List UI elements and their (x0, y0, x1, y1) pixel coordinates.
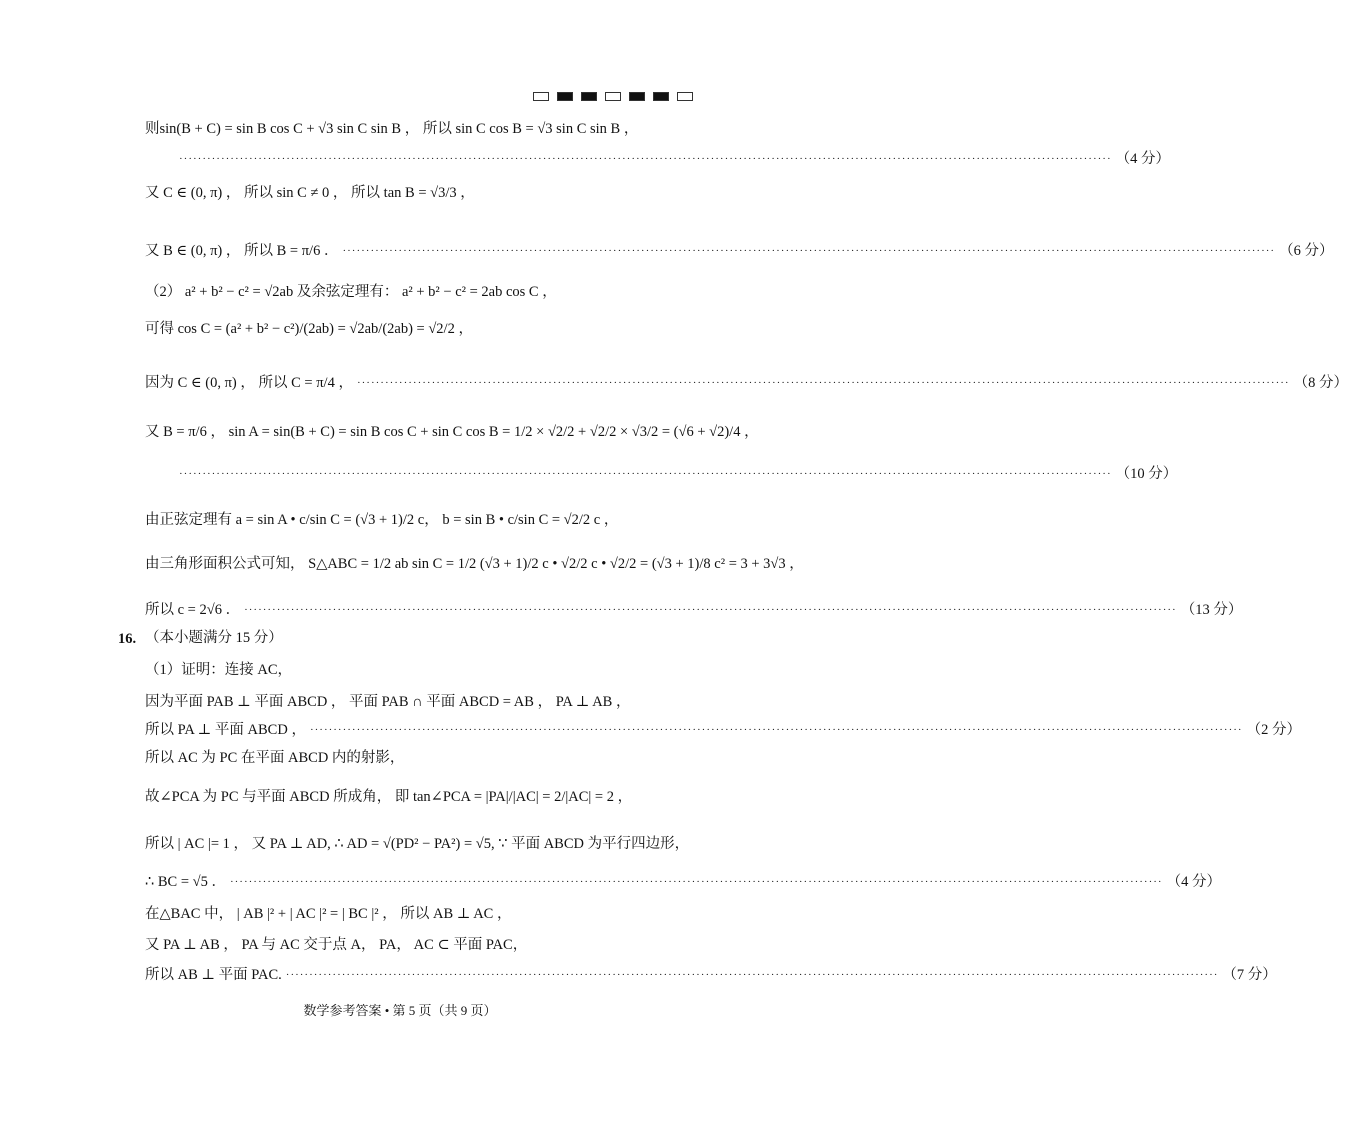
solution-text: ∴ BC = √5 ． (145, 874, 226, 890)
solution-line (145, 659, 690, 681)
leader-dots: ········································································································································································································ (229, 876, 1163, 888)
score-label: （4 分） (1115, 151, 1170, 167)
solution-text: （1）证明：连接 AC， (145, 662, 293, 678)
question-16-title: （本小题满分 15 分） (145, 630, 283, 646)
question-16-number: 16. (118, 631, 137, 647)
solution-text: 可得 cos C = (a² + b² − c²)/(2ab) = √2ab/(2ab) = √2/2 ， (145, 321, 473, 337)
leader-dots: ········································································································································································································ (179, 468, 1112, 480)
solution-text: （2） a² + b² − c² = √2ab 及余弦定理有： a² + b² − c² = 2ab cos C ， (145, 284, 557, 300)
solution-line (145, 903, 690, 925)
solution-line (145, 747, 690, 769)
score-label: （7 分） (1222, 967, 1277, 983)
solution-line (145, 421, 759, 443)
solution-line (145, 964, 1277, 986)
solution-line (145, 182, 690, 204)
leader-dots: ········································································································································································································ (179, 153, 1112, 165)
solution-line (145, 318, 690, 340)
solution-text: 由三角形面积公式可知， S△ABC = 1/2 ab sin C = 1/2 (√3 + 1)/2 c • √2/2 c • √2/2 = (√3 + 1)/8 c² = 3 + 3√3 ， (145, 556, 804, 572)
solution-line (145, 599, 1243, 621)
page-footer: 数学参考答案 • 第 5 页（共 9 页） (303, 1003, 497, 1018)
header-marks (533, 92, 693, 101)
solution-text: 所以 AB ⊥ 平面 PAC. (145, 967, 282, 983)
solution-text: 又 PA ⊥ AB ， PA 与 AC 交于点 A， PA， AC ⊂ 平面 PAC， (145, 937, 528, 953)
score-label: （8 分） (1293, 375, 1348, 391)
solution-text: 所以 c = 2√6 ． (145, 602, 241, 618)
score-label: （4 分） (1166, 874, 1221, 890)
solution-text: 在△BAC 中， | AB |² + | AC |² = | BC |² ， 所以 AB ⊥ AC ， (145, 906, 512, 922)
solution-line (145, 240, 1334, 262)
score-label: （2 分） (1246, 722, 1301, 738)
leader-dots: ········································································································································································································ (342, 245, 1276, 257)
score-label: （6 分） (1279, 243, 1334, 259)
solution-line (145, 509, 690, 531)
solution-text: 则sin(B + C) = sin B cos C + √3 sin C sin B ， 所以 sin C cos B = √3 sin C sin B ， (145, 121, 639, 137)
solution-line (145, 871, 1221, 893)
solution-line (145, 833, 690, 855)
leader-dots: ········································································································································································································ (244, 604, 1177, 616)
solution-text: 所以 | AC |= 1 ， 又 PA ⊥ AD, ∴ AD = √(PD² − PA²) = √5, ∵ 平面 ABCD 为平行四边形， (145, 836, 690, 852)
solution-text: 又 B ∈ (0, π) ， 所以 B = π/6 ． (145, 243, 339, 259)
solution-line (145, 691, 690, 713)
solution-line (145, 719, 1301, 741)
header-mark (605, 92, 621, 101)
leader-dots: ········································································································································································································ (285, 969, 1219, 981)
leader-dots: ········································································································································································································ (356, 377, 1290, 389)
solution-text: 所以 PA ⊥ 平面 ABCD ， (145, 722, 306, 738)
leader-dots: ········································································································································································································ (309, 724, 1243, 736)
header-mark (581, 92, 597, 101)
header-mark (533, 92, 549, 101)
solution-text: 故∠PCA 为 PC 与平面 ABCD 所成角， 即 tan∠PCA = |PA|/|AC| = 2/|AC| = 2 ， (145, 789, 633, 805)
solution-text: 由正弦定理有 a = sin A • c/sin C = (√3 + 1)/2 c， b = sin B • c/sin C = √2/2 c ， (145, 512, 619, 528)
solution-line (175, 463, 1178, 485)
header-mark (629, 92, 645, 101)
solution-text: 因为平面 PAB ⊥ 平面 ABCD ， 平面 PAB ∩ 平面 ABCD = AB ， PA ⊥ AB ， (145, 694, 631, 710)
solution-line (145, 553, 804, 575)
solution-text: 所以 AC 为 PC 在平面 ABCD 内的射影， (145, 750, 405, 766)
score-label: （10 分） (1115, 466, 1178, 482)
solution-line (145, 281, 690, 303)
solution-line (175, 148, 1170, 170)
solution-text: 因为 C ∈ (0, π) ， 所以 C = π/4 ， (145, 375, 353, 391)
solution-text: 又 C ∈ (0, π) ， 所以 sin C ≠ 0 ， 所以 tan B = √3/3 ， (145, 185, 475, 201)
solution-text: 又 B = π/6 ， sin A = sin(B + C) = sin B cos C + sin C cos B = 1/2 × √2/2 + √2/2 × √3/2 = (√6 + √2)/4 ， (145, 424, 759, 440)
score-label: （13 分） (1180, 602, 1243, 618)
header-mark (653, 92, 669, 101)
solution-line (145, 118, 690, 140)
solution-line (145, 372, 1348, 394)
header-mark (677, 92, 693, 101)
header-mark (557, 92, 573, 101)
solution-line (145, 934, 690, 956)
solution-line (145, 786, 690, 808)
